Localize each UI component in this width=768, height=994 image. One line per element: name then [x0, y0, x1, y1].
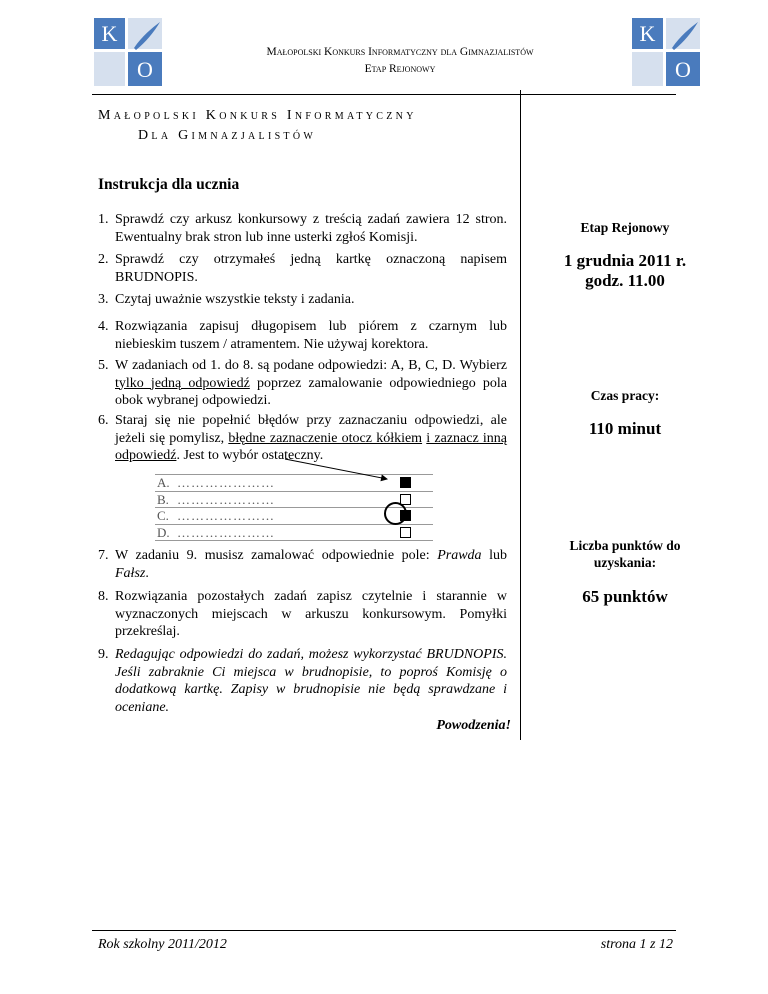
title-line1: Małopolski Konkurs Informatyczny: [98, 108, 417, 123]
title-line2: Dla Gimnazjalistów: [138, 128, 317, 143]
list-item: 6. Staraj się nie popełnić błędów przy zaznaczaniu odpowiedzi, ale jeżeli się pomylisz, błędne zaznaczenie otocz kółkiem i zaznacz inną odpowiedź. Jest to wybór ostateczny.: [98, 413, 507, 463]
list-item: 9. Redagując odpowiedzi do zadań, możesz wykorzystać BRUDNOPIS. Jeśli zabraknie Ci miejsca w brudnopisie, to poproś Komisję o dodatkową kartkę. Zapisy w brudnopisie nie będą sprawdzane i oceniane.: [98, 647, 507, 715]
stage-label: Etap Rejonowy: [580, 220, 670, 235]
document-title: [98, 106, 417, 146]
page-header: [170, 44, 630, 78]
header-line2: Etap Rejonowy: [364, 63, 436, 75]
exam-date: 1 grudnia 2011 r. godz. 11.00: [563, 251, 687, 290]
school-year: Rok szkolny 2011/2012: [98, 937, 227, 952]
logo-letter-o: O: [137, 57, 153, 82]
header-line1: Małopolski Konkurs Informatyczny dla Gimnazjalistów: [266, 46, 534, 58]
footer-divider: [92, 930, 676, 931]
list-item: 3. Czytaj uważnie wszystkie teksty i zadania.: [98, 292, 355, 307]
duration-label: Czas pracy:: [590, 388, 660, 403]
list-item: 4. Rozwiązania zapisuj długopisem lub piórem z czarnym lub niebieskim tuszem / atramentem. Nie używaj korektora.: [98, 319, 507, 352]
header-divider: [92, 94, 676, 95]
list-item: 8. Rozwiązania pozostałych zadań zapisz czytelnie i starannie w wyznaczonych miejscach w arkuszu konkursowym. Pomyłki przekreślaj.: [98, 589, 507, 639]
example-option-a: A. …………………: [155, 475, 433, 492]
list-item: 5. W zadaniach od 1. do 8. są podane odpowiedzi: A, B, C, D. Wybierz tylko jedną odpowiedź poprzez zamalowanie odpowiedniego pola obok wybranej odpowiedzi.: [98, 358, 507, 408]
logo-letter-k: K: [639, 21, 656, 46]
example-option-c: C. …………………: [155, 508, 433, 525]
column-divider: [520, 90, 521, 740]
konkurs-logo-right: [632, 18, 700, 86]
example-option-d: D. …………………: [155, 525, 433, 542]
logo-letter-k: K: [101, 21, 118, 46]
closing-text: Powodzenia!: [436, 718, 511, 733]
list-item: 2. Sprawdź czy otrzymałeś jedną kartkę oznaczoną napisem BRUDNOPIS.: [98, 252, 507, 285]
logo-letter-o: O: [675, 57, 691, 82]
correction-circle-icon: [384, 502, 407, 525]
duration-value: 110 minut: [588, 419, 662, 438]
list-item: 1. Sprawdź czy arkusz konkursowy z treścią zadań zawiera 12 stron. Ewentualny brak stron lub inne usterki zgłoś Komisji.: [98, 212, 507, 245]
empty-checkbox-icon: [400, 527, 411, 538]
example-option-b: B. …………………: [155, 492, 433, 509]
page-number: strona 1 z 12: [600, 937, 673, 952]
points-label: Liczba punktów do uzyskania:: [569, 538, 681, 570]
konkurs-logo: [94, 18, 162, 86]
list-item: 7. W zadaniu 9. musisz zamalować odpowiednie pole: Prawda lub Fałsz.: [98, 548, 507, 581]
arrow-icon: [283, 457, 403, 487]
points-value: 65 punktów: [582, 587, 668, 606]
instructions-heading: Instrukcja dla ucznia: [98, 176, 240, 193]
